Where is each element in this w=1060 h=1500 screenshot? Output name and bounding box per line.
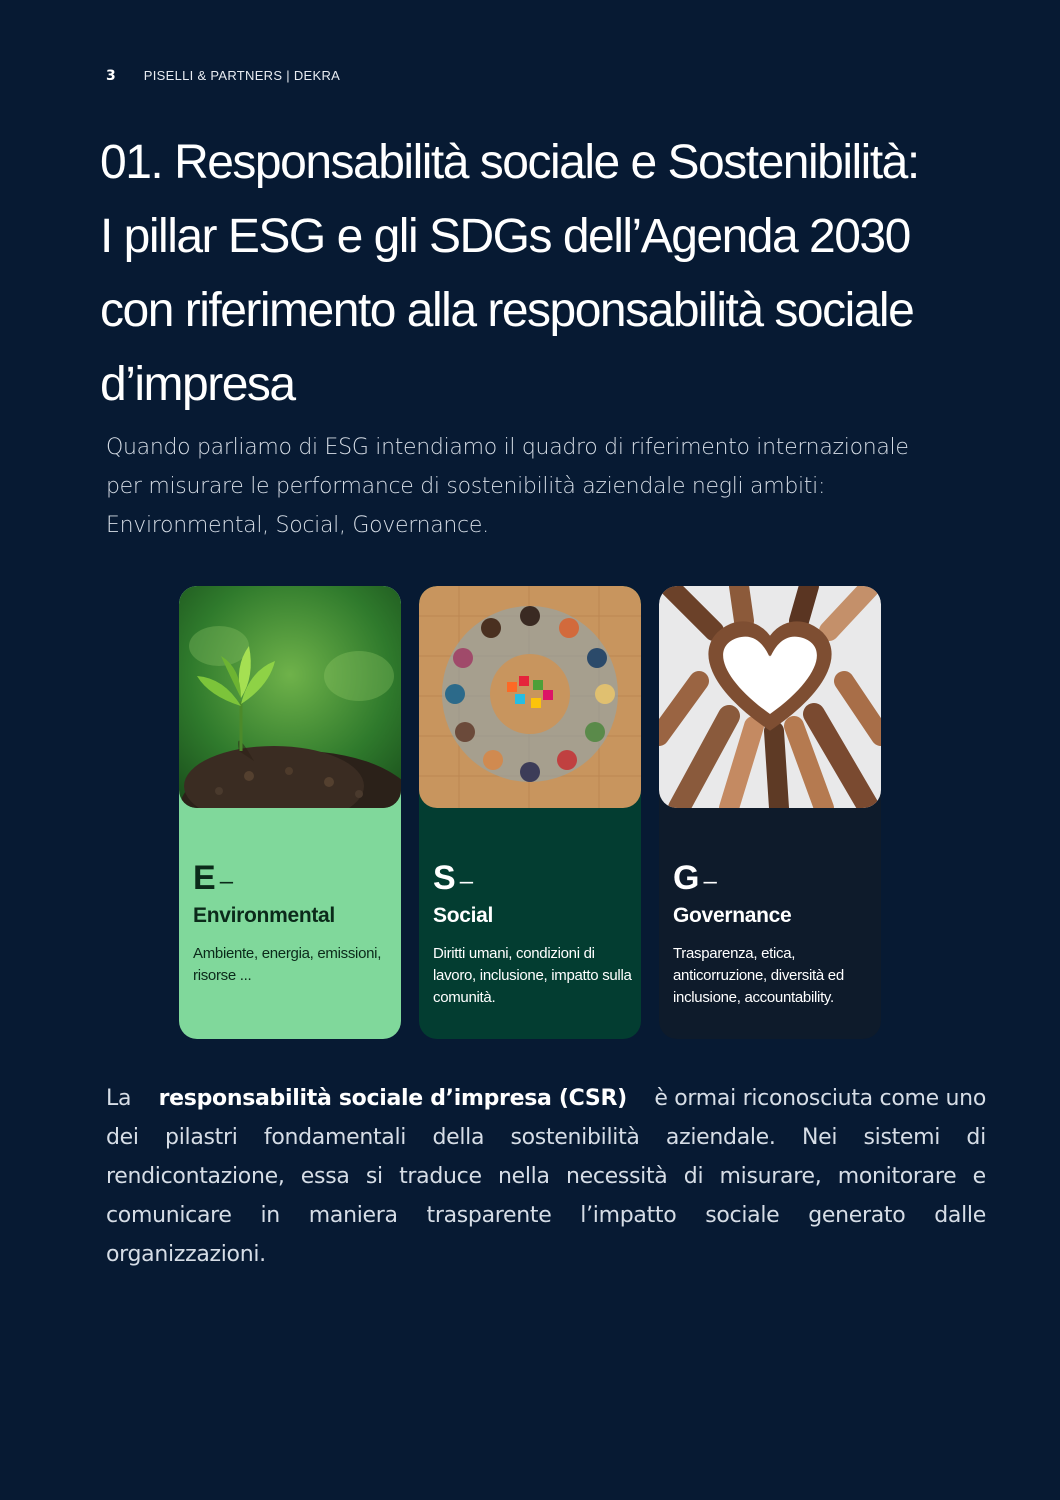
csr-paragraph xyxy=(106,1079,986,1274)
paragraph-line: dei pilastri fondamentali della sostenibilità aziendale. Nei sistemi di xyxy=(106,1125,986,1150)
esg-cards xyxy=(179,586,881,1039)
title-line: I pillar ESG e gli SDGs dell’Agenda 2030 xyxy=(100,210,910,263)
paragraph-line: rendicontazione, essa si traduce nella necessità di misurare, monitorare e xyxy=(106,1164,986,1189)
csr-emphasis: responsabilità sociale d’impresa (CSR) xyxy=(158,1086,627,1111)
hands-heart-image xyxy=(659,586,881,808)
paragraph-line: La responsabilità sociale d’impresa (CSR) è ormai riconosciuta come uno xyxy=(106,1079,986,1118)
card-letter: E – xyxy=(193,859,234,897)
title-line: d’impresa xyxy=(100,358,295,411)
card-title: Social xyxy=(433,904,494,927)
page-title xyxy=(100,126,980,422)
card-governance xyxy=(659,586,881,1039)
paragraph-line: comunicare in maniera trasparente l’impatto sociale generato dalle xyxy=(106,1203,986,1228)
card-title: Environmental xyxy=(193,904,335,927)
people-circle-image xyxy=(419,586,641,808)
intro-line: per misurare le performance di sostenibilità aziendale negli ambiti: xyxy=(106,474,826,499)
intro-line: Environmental, Social, Governance. xyxy=(106,513,489,538)
brand-name: PISELLI & PARTNERS | DEKRA xyxy=(143,68,341,83)
card-environmental xyxy=(179,586,401,1039)
card-letter: S – xyxy=(433,859,474,897)
card-title: Governance xyxy=(673,904,792,927)
card-description: Trasparenza, etica, anticorruzione, diversità ed inclusione, accountability. xyxy=(673,945,844,1006)
paragraph-line: organizzazioni. xyxy=(106,1242,266,1267)
title-line: con riferimento alla responsabilità sociale xyxy=(100,284,914,337)
title-line: 01. Responsabilità sociale e Sostenibilità: xyxy=(100,136,919,189)
card-description: Ambiente, energia, emissioni, risorse ... xyxy=(193,945,382,984)
seedling-image xyxy=(179,586,401,808)
card-description: Diritti umani, condizioni di lavoro, inclusione, impatto sulla comunità. xyxy=(433,945,632,1006)
intro-paragraph xyxy=(106,428,986,545)
page-number: 3 xyxy=(106,68,116,84)
card-social xyxy=(419,586,641,1039)
card-letter: G – xyxy=(673,859,717,897)
intro-line: Quando parliamo di ESG intendiamo il quadro di riferimento internazionale xyxy=(106,435,909,460)
page-header xyxy=(106,68,340,84)
